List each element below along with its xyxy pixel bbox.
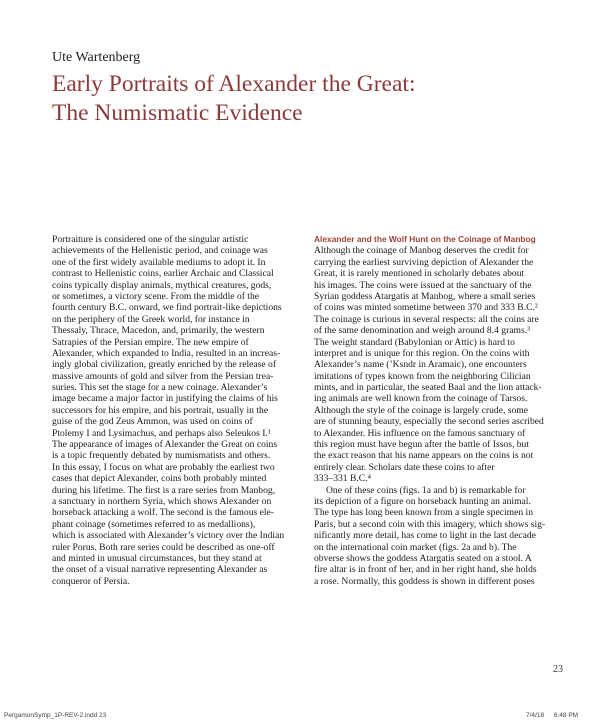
- text-line: on the international coin market (figs. 2a and b). The: [314, 541, 517, 553]
- text-line: this region must have begun after the battle of Issos, but: [314, 439, 530, 451]
- text-line: ing animals are well known from the coinage of Tarsos.: [314, 393, 528, 405]
- text-line: massive amounts of gold and silver from the Persian trea-: [52, 370, 274, 382]
- text-line: 333–331 B.C.⁴: [314, 473, 371, 485]
- text-line: a sanctuary in northern Syria, which shows Alexander on: [52, 495, 272, 507]
- text-line: achievements of the Hellenistic period, and coinage was: [52, 245, 268, 257]
- text-line: ruler Porus. Both rare series could be described as one-off: [52, 541, 275, 553]
- text-line: fire altar is in front of her, and in her right hand, she holds: [314, 564, 537, 576]
- text-line: Alexander’s name (’Ksndr in Aramaic), one encounters: [314, 359, 527, 371]
- text-line: interpret and is unique for this region. On the coins with: [314, 347, 530, 359]
- text-line: of the same denomination and weigh around 8.4 grams.³: [314, 325, 531, 337]
- print-slug-file: PergamonSymp_1P-REV-2.indd 23: [4, 712, 107, 719]
- text-line: carrying the earliest surviving depiction of Alexander the: [314, 256, 534, 268]
- author-name: Ute Wartenberg: [52, 50, 141, 65]
- text-line: to Alexander. His influence on the famous sanctuary of: [314, 427, 526, 439]
- text-line: mints, and in particular, the seated Baal and the lion attack-: [314, 382, 542, 394]
- print-slug-timestamp: [518, 712, 578, 719]
- text-line: coins typically display animals, mythical creatures, gods,: [52, 279, 272, 291]
- text-line: the onset of a visual narrative representing Alexander as: [52, 564, 268, 576]
- text-line: nificantly more detail, has come to light in the last decade: [314, 530, 536, 542]
- text-line: entirely clear. Scholars date these coins to after: [314, 461, 495, 473]
- text-line: which is associated with Alexander’s victory over the Indian: [52, 530, 285, 542]
- text-line: Although the style of the coinage is largely crude, some: [314, 404, 529, 416]
- text-line: Satrapies of the Persian empire. The new empire of: [52, 336, 249, 348]
- page-number: 23: [553, 664, 563, 675]
- text-line: guise of the god Zeus Ammon, was used on coins of: [52, 416, 253, 428]
- text-line: of coins was minted sometime between 370 and 333 B.C.²: [314, 302, 538, 314]
- text-line: In this essay, I focus on what are probably the earliest two: [52, 461, 275, 473]
- text-line: Great, it is rarely mentioned in scholarly debates about: [314, 268, 525, 280]
- print-slug-date: 7/4/18: [526, 712, 545, 719]
- text-line: phant coinage (sometimes referred to as medallions),: [52, 518, 256, 530]
- text-line: imitations of types known from the neighboring Cilician: [314, 370, 531, 382]
- text-line: obverse shows the goddess Atargatis seated on a stool. A: [314, 552, 532, 564]
- text-line: The appearance of images of Alexander the Great on coins: [52, 439, 278, 451]
- text-line: Syrian goddess Atargatis at Manbog, where a small series: [314, 290, 536, 302]
- section-heading: Alexander and the Wolf Hunt on the Coinage of Manbog: [314, 234, 536, 244]
- title-line: The Numismatic Evidence: [52, 100, 303, 126]
- text-line: and minted in unusual circumstances, but they stand at: [52, 552, 262, 564]
- text-line: The type has long been known from a single specimen in: [314, 507, 534, 519]
- text-line: one of the first widely available mediums to adopt it. In: [52, 256, 266, 268]
- text-line: are of stunning beauty, especially the second series ascribed: [314, 416, 544, 428]
- text-line: during his lifetime. The first is a rare series from Manbog,: [52, 484, 276, 496]
- text-line: successors for his empire, and his portrait, usually in the: [52, 404, 269, 416]
- text-line: fourth century B.C. onward, we find portrait-like depictions: [52, 302, 282, 314]
- text-line: ingly global civilization, greatly enriched by the release of: [52, 359, 277, 371]
- text-line: One of these coins (figs. 1a and b) is remarkable for: [326, 484, 526, 496]
- text-line: his images. The coins were issued at the sanctuary of the: [314, 279, 532, 291]
- text-line: Although the coinage of Manbog deserves the credit for: [314, 245, 529, 257]
- text-line: contrast to Hellenistic coins, earlier Archaic and Classical: [52, 268, 274, 280]
- text-line: The coinage is curious in several respects: all the coins are: [314, 313, 539, 325]
- text-line: Ptolemy I and Lysimachus, and perhaps also Seleukos I.¹: [52, 427, 271, 439]
- text-line: Thessaly, Thrace, Macedon, and, primarily, the western: [52, 325, 265, 337]
- text-line: The weight standard (Babylonian or Attic) is hard to: [314, 336, 515, 348]
- title-line: Early Portraits of Alexander the Great:: [52, 71, 416, 97]
- text-line: suries. This set the stage for a new coinage. Alexander’s: [52, 382, 268, 394]
- text-line: or sometimes, a victory scene. From the middle of the: [52, 290, 260, 302]
- right-column: [314, 234, 570, 587]
- text-line: Paris, but a second coin with this imagery, which shows sig-: [314, 518, 546, 530]
- text-line: conqueror of Persia.: [52, 575, 130, 587]
- text-line: Portraiture is considered one of the singular artistic: [52, 234, 249, 245]
- left-column: [52, 234, 304, 587]
- text-line: cases that depict Alexander, coins both probably minted: [52, 473, 267, 485]
- text-line: Alexander, which expanded to India, resulted in an increas-: [52, 347, 281, 359]
- text-line: horseback attacking a wolf. The second is the famous ele-: [52, 507, 275, 519]
- print-slug-time: 6:48 PM: [553, 712, 579, 719]
- text-line: on the periphery of the Greek world, for instance in: [52, 313, 250, 325]
- text-line: a rose. Normally, this goddess is shown in different poses: [314, 575, 535, 587]
- text-line: image became a major factor in justifying the claims of his: [52, 393, 278, 405]
- text-line: its depiction of a figure on horseback hunting an animal.: [314, 495, 531, 507]
- text-line: the exact reason that his name appears on the coins is not: [314, 450, 534, 462]
- article-title: [52, 70, 572, 128]
- text-line: is a topic frequently debated by numismatists and others.: [52, 450, 271, 462]
